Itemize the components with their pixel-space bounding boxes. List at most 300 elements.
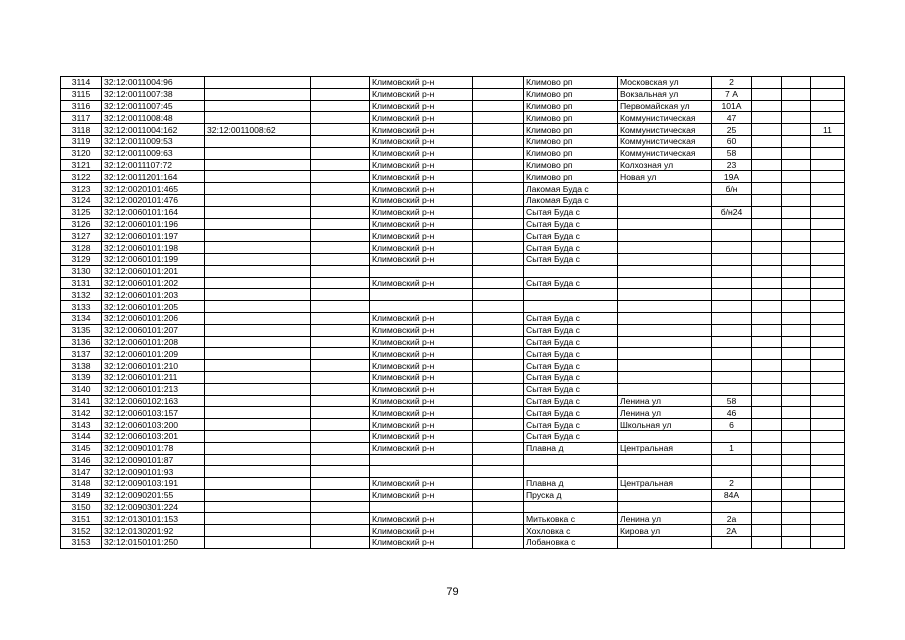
cadastral-number-cell: 32:12:0060102:163 [102, 395, 205, 407]
table-row [61, 419, 845, 431]
extra-cell-3 [782, 430, 811, 442]
extra-cell [311, 277, 370, 289]
house-number-cell: б/н24 [712, 206, 752, 218]
extra-cell-4 [811, 230, 845, 242]
extra-cell-4 [811, 112, 845, 124]
district-cell [370, 454, 473, 466]
blank-cell [473, 230, 524, 242]
district-cell: Климовский р-н [370, 77, 473, 89]
table-row [61, 466, 845, 478]
blank-cell [473, 312, 524, 324]
locality-cell: Сытая Буда с [524, 407, 618, 419]
extra-cell-3 [782, 253, 811, 265]
street-cell [618, 301, 712, 313]
cadastral-number-cell: 32:12:0060101:211 [102, 371, 205, 383]
street-cell [618, 289, 712, 301]
extra-cell [311, 395, 370, 407]
blank-cell [473, 360, 524, 372]
cadastral-number-cell: 32:12:0011007:45 [102, 100, 205, 112]
extra-cell [311, 77, 370, 89]
extra-cell-3 [782, 100, 811, 112]
street-cell: Московская ул [618, 77, 712, 89]
table-row [61, 407, 845, 419]
district-cell: Климовский р-н [370, 489, 473, 501]
prev-cadastral-number-cell [205, 242, 311, 254]
cadastral-number-cell: 32:12:0060101:210 [102, 360, 205, 372]
extra-cell [311, 360, 370, 372]
extra-cell-2 [752, 230, 782, 242]
district-cell: Климовский р-н [370, 183, 473, 195]
locality-cell [524, 501, 618, 513]
house-number-cell [712, 301, 752, 313]
extra-cell-2 [752, 336, 782, 348]
extra-cell [311, 513, 370, 525]
extra-cell-3 [782, 194, 811, 206]
table-row [61, 537, 845, 549]
locality-cell: Климово рп [524, 159, 618, 171]
cadastral-number-cell: 32:12:0060101:196 [102, 218, 205, 230]
extra-cell-3 [782, 537, 811, 549]
extra-cell-3 [782, 324, 811, 336]
extra-cell-2 [752, 112, 782, 124]
row-number-cell: 3128 [61, 242, 102, 254]
cadastral-number-cell: 32:12:0011201:164 [102, 171, 205, 183]
blank-cell [473, 194, 524, 206]
extra-cell-3 [782, 395, 811, 407]
extra-cell-4 [811, 171, 845, 183]
locality-cell: Митьковка с [524, 513, 618, 525]
district-cell [370, 301, 473, 313]
cadastral-number-cell: 32:12:0130101:153 [102, 513, 205, 525]
extra-cell-4 [811, 360, 845, 372]
extra-cell-3 [782, 277, 811, 289]
locality-cell: Климово рп [524, 112, 618, 124]
extra-cell-2 [752, 159, 782, 171]
locality-cell: Сытая Буда с [524, 206, 618, 218]
extra-cell-4 [811, 537, 845, 549]
extra-cell-2 [752, 206, 782, 218]
extra-cell-2 [752, 395, 782, 407]
blank-cell [473, 383, 524, 395]
row-number-cell: 3145 [61, 442, 102, 454]
street-cell [618, 336, 712, 348]
extra-cell [311, 312, 370, 324]
prev-cadastral-number-cell [205, 360, 311, 372]
extra-cell-3 [782, 466, 811, 478]
locality-cell: Сытая Буда с [524, 218, 618, 230]
cadastral-number-cell: 32:12:0090201:55 [102, 489, 205, 501]
district-cell: Климовский р-н [370, 159, 473, 171]
extra-cell-4 [811, 525, 845, 537]
prev-cadastral-number-cell [205, 489, 311, 501]
row-number-cell: 3149 [61, 489, 102, 501]
extra-cell-4 [811, 242, 845, 254]
blank-cell [473, 206, 524, 218]
extra-cell-2 [752, 253, 782, 265]
row-number-cell: 3148 [61, 478, 102, 490]
extra-cell-3 [782, 301, 811, 313]
locality-cell: Сытая Буда с [524, 324, 618, 336]
street-cell: Коммунистическая [618, 135, 712, 147]
locality-cell [524, 454, 618, 466]
district-cell [370, 265, 473, 277]
prev-cadastral-number-cell [205, 324, 311, 336]
blank-cell [473, 183, 524, 195]
locality-cell [524, 301, 618, 313]
street-cell [618, 466, 712, 478]
prev-cadastral-number-cell [205, 289, 311, 301]
cadastral-number-cell: 32:12:0090101:87 [102, 454, 205, 466]
house-number-cell [712, 360, 752, 372]
blank-cell [473, 489, 524, 501]
extra-cell-2 [752, 430, 782, 442]
locality-cell: Климово рп [524, 171, 618, 183]
prev-cadastral-number-cell [205, 442, 311, 454]
row-number-cell: 3118 [61, 124, 102, 136]
street-cell [618, 183, 712, 195]
house-number-cell: 46 [712, 407, 752, 419]
street-cell: Первомайская ул [618, 100, 712, 112]
street-cell: Ленина ул [618, 513, 712, 525]
row-number-cell: 3122 [61, 171, 102, 183]
row-number-cell: 3151 [61, 513, 102, 525]
prev-cadastral-number-cell [205, 253, 311, 265]
district-cell: Климовский р-н [370, 360, 473, 372]
blank-cell [473, 289, 524, 301]
prev-cadastral-number-cell [205, 206, 311, 218]
extra-cell-3 [782, 159, 811, 171]
extra-cell [311, 419, 370, 431]
extra-cell-4: 11 [811, 124, 845, 136]
house-number-cell [712, 289, 752, 301]
extra-cell-4 [811, 289, 845, 301]
house-number-cell: 84А [712, 489, 752, 501]
extra-cell-4 [811, 206, 845, 218]
district-cell [370, 466, 473, 478]
locality-cell: Сытая Буда с [524, 230, 618, 242]
prev-cadastral-number-cell [205, 301, 311, 313]
extra-cell [311, 371, 370, 383]
extra-cell-4 [811, 466, 845, 478]
street-cell: Ленина ул [618, 395, 712, 407]
extra-cell-2 [752, 501, 782, 513]
table-row [61, 489, 845, 501]
row-number-cell: 3137 [61, 348, 102, 360]
house-number-cell [712, 537, 752, 549]
prev-cadastral-number-cell [205, 478, 311, 490]
prev-cadastral-number-cell [205, 336, 311, 348]
extra-cell-4 [811, 183, 845, 195]
house-number-cell [712, 336, 752, 348]
extra-cell-3 [782, 360, 811, 372]
district-cell: Климовский р-н [370, 525, 473, 537]
blank-cell [473, 112, 524, 124]
extra-cell-2 [752, 371, 782, 383]
street-cell [618, 324, 712, 336]
street-cell: Центральная [618, 442, 712, 454]
locality-cell: Плавна д [524, 442, 618, 454]
locality-cell: Климово рп [524, 77, 618, 89]
row-number-cell: 3119 [61, 135, 102, 147]
table-row [61, 242, 845, 254]
prev-cadastral-number-cell [205, 88, 311, 100]
extra-cell-4 [811, 159, 845, 171]
row-number-cell: 3140 [61, 383, 102, 395]
table-row [61, 324, 845, 336]
locality-cell: Сытая Буда с [524, 348, 618, 360]
extra-cell [311, 206, 370, 218]
table-row [61, 159, 845, 171]
table-row [61, 454, 845, 466]
prev-cadastral-number-cell [205, 194, 311, 206]
cadastral-number-cell: 32:12:0060101:206 [102, 312, 205, 324]
house-number-cell: 7 А [712, 88, 752, 100]
blank-cell [473, 407, 524, 419]
house-number-cell [712, 312, 752, 324]
house-number-cell [712, 194, 752, 206]
cadastral-number-cell: 32:12:0060101:164 [102, 206, 205, 218]
row-number-cell: 3121 [61, 159, 102, 171]
extra-cell [311, 348, 370, 360]
cadastral-number-cell: 32:12:0060101:207 [102, 324, 205, 336]
extra-cell-4 [811, 100, 845, 112]
prev-cadastral-number-cell [205, 513, 311, 525]
extra-cell-3 [782, 478, 811, 490]
cadastral-number-cell: 32:12:0060101:201 [102, 265, 205, 277]
cadastral-number-cell: 32:12:0060103:157 [102, 407, 205, 419]
locality-cell: Сытая Буда с [524, 430, 618, 442]
extra-cell [311, 159, 370, 171]
blank-cell [473, 242, 524, 254]
table-row [61, 135, 845, 147]
extra-cell [311, 171, 370, 183]
extra-cell [311, 218, 370, 230]
extra-cell-4 [811, 454, 845, 466]
prev-cadastral-number-cell [205, 277, 311, 289]
extra-cell [311, 253, 370, 265]
blank-cell [473, 88, 524, 100]
extra-cell-3 [782, 112, 811, 124]
prev-cadastral-number-cell [205, 430, 311, 442]
row-number-cell: 3144 [61, 430, 102, 442]
cadastral-number-cell: 32:12:0090101:93 [102, 466, 205, 478]
row-number-cell: 3152 [61, 525, 102, 537]
extra-cell [311, 135, 370, 147]
cadastral-number-cell: 32:12:0060101:199 [102, 253, 205, 265]
row-number-cell: 3143 [61, 419, 102, 431]
extra-cell [311, 301, 370, 313]
row-number-cell: 3130 [61, 265, 102, 277]
prev-cadastral-number-cell [205, 183, 311, 195]
extra-cell-3 [782, 371, 811, 383]
extra-cell [311, 525, 370, 537]
prev-cadastral-number-cell [205, 171, 311, 183]
street-cell [618, 537, 712, 549]
locality-cell: Плавна д [524, 478, 618, 490]
extra-cell-4 [811, 253, 845, 265]
extra-cell-2 [752, 77, 782, 89]
extra-cell-4 [811, 419, 845, 431]
cadastral-number-cell: 32:12:0060101:209 [102, 348, 205, 360]
extra-cell-2 [752, 513, 782, 525]
blank-cell [473, 430, 524, 442]
blank-cell [473, 265, 524, 277]
extra-cell-4 [811, 407, 845, 419]
house-number-cell: 6 [712, 419, 752, 431]
extra-cell-2 [752, 242, 782, 254]
blank-cell [473, 419, 524, 431]
prev-cadastral-number-cell [205, 371, 311, 383]
extra-cell-4 [811, 348, 845, 360]
row-number-cell: 3134 [61, 312, 102, 324]
locality-cell: Сытая Буда с [524, 242, 618, 254]
cadastral-number-cell: 32:12:0130201:92 [102, 525, 205, 537]
table-row [61, 206, 845, 218]
street-cell [618, 454, 712, 466]
cadastral-number-cell: 32:12:0060101:205 [102, 301, 205, 313]
extra-cell-3 [782, 289, 811, 301]
extra-cell-3 [782, 525, 811, 537]
row-number-cell: 3138 [61, 360, 102, 372]
locality-cell: Климово рп [524, 124, 618, 136]
extra-cell-4 [811, 489, 845, 501]
cadastral-number-cell: 32:12:0060101:208 [102, 336, 205, 348]
cadastral-number-cell: 32:12:0060101:213 [102, 383, 205, 395]
extra-cell [311, 289, 370, 301]
street-cell: Коммунистическая [618, 112, 712, 124]
cadastral-number-cell: 32:12:0060103:201 [102, 430, 205, 442]
street-cell [618, 218, 712, 230]
house-number-cell: 60 [712, 135, 752, 147]
table-row [61, 360, 845, 372]
table-row [61, 124, 845, 136]
locality-cell: Лакомая Буда с [524, 194, 618, 206]
table-row [61, 218, 845, 230]
house-number-cell [712, 430, 752, 442]
blank-cell [473, 100, 524, 112]
district-cell: Климовский р-н [370, 383, 473, 395]
extra-cell-4 [811, 218, 845, 230]
locality-cell: Сытая Буда с [524, 336, 618, 348]
extra-cell-2 [752, 88, 782, 100]
street-cell: Кирова ул [618, 525, 712, 537]
blank-cell [473, 324, 524, 336]
house-number-cell: 2А [712, 525, 752, 537]
extra-cell-2 [752, 265, 782, 277]
page-number: 79 [446, 586, 459, 598]
row-number-cell: 3135 [61, 324, 102, 336]
extra-cell-3 [782, 77, 811, 89]
district-cell: Климовский р-н [370, 478, 473, 490]
street-cell: Вокзальная ул [618, 88, 712, 100]
cadastral-number-cell: 32:12:0011009:53 [102, 135, 205, 147]
blank-cell [473, 336, 524, 348]
table-row [61, 88, 845, 100]
street-cell: Новая ул [618, 171, 712, 183]
table-body [61, 77, 845, 549]
locality-cell [524, 289, 618, 301]
district-cell: Климовский р-н [370, 430, 473, 442]
house-number-cell: 2а [712, 513, 752, 525]
row-number-cell: 3146 [61, 454, 102, 466]
table-row [61, 171, 845, 183]
house-number-cell: 2 [712, 77, 752, 89]
street-cell [618, 383, 712, 395]
row-number-cell: 3116 [61, 100, 102, 112]
extra-cell-4 [811, 430, 845, 442]
table-row [61, 301, 845, 313]
street-cell: Коммунистическая [618, 147, 712, 159]
extra-cell [311, 242, 370, 254]
district-cell: Климовский р-н [370, 230, 473, 242]
extra-cell-4 [811, 478, 845, 490]
house-number-cell [712, 218, 752, 230]
extra-cell-3 [782, 218, 811, 230]
table-row [61, 430, 845, 442]
street-cell [618, 360, 712, 372]
cadastral-number-cell: 32:12:0011007:38 [102, 88, 205, 100]
extra-cell [311, 442, 370, 454]
extra-cell-3 [782, 454, 811, 466]
row-number-cell: 3124 [61, 194, 102, 206]
locality-cell: Сытая Буда с [524, 360, 618, 372]
cadastral-number-cell: 32:12:0020101:476 [102, 194, 205, 206]
blank-cell [473, 301, 524, 313]
extra-cell [311, 265, 370, 277]
cadastral-number-cell: 32:12:0011008:48 [102, 112, 205, 124]
street-cell [618, 242, 712, 254]
extra-cell-4 [811, 147, 845, 159]
house-number-cell: 58 [712, 147, 752, 159]
house-number-cell: 25 [712, 124, 752, 136]
street-cell [618, 430, 712, 442]
extra-cell [311, 454, 370, 466]
extra-cell-3 [782, 442, 811, 454]
table-row [61, 383, 845, 395]
extra-cell-3 [782, 383, 811, 395]
blank-cell [473, 135, 524, 147]
row-number-cell: 3115 [61, 88, 102, 100]
extra-cell-2 [752, 442, 782, 454]
locality-cell: Хохловка с [524, 525, 618, 537]
district-cell: Климовский р-н [370, 171, 473, 183]
house-number-cell [712, 277, 752, 289]
district-cell: Климовский р-н [370, 312, 473, 324]
district-cell: Климовский р-н [370, 537, 473, 549]
extra-cell-3 [782, 419, 811, 431]
table-row [61, 100, 845, 112]
row-number-cell: 3153 [61, 537, 102, 549]
cadastral-number-cell: 32:12:0060101:202 [102, 277, 205, 289]
prev-cadastral-number-cell: 32:12:0011008:62 [205, 124, 311, 136]
house-number-cell [712, 454, 752, 466]
extra-cell [311, 112, 370, 124]
house-number-cell: 19А [712, 171, 752, 183]
extra-cell-4 [811, 395, 845, 407]
row-number-cell: 3125 [61, 206, 102, 218]
extra-cell-3 [782, 336, 811, 348]
row-number-cell: 3136 [61, 336, 102, 348]
extra-cell-3 [782, 88, 811, 100]
row-number-cell: 3126 [61, 218, 102, 230]
prev-cadastral-number-cell [205, 112, 311, 124]
district-cell: Климовский р-н [370, 124, 473, 136]
district-cell: Климовский р-н [370, 135, 473, 147]
district-cell: Климовский р-н [370, 112, 473, 124]
row-number-cell: 3132 [61, 289, 102, 301]
extra-cell-3 [782, 230, 811, 242]
blank-cell [473, 171, 524, 183]
